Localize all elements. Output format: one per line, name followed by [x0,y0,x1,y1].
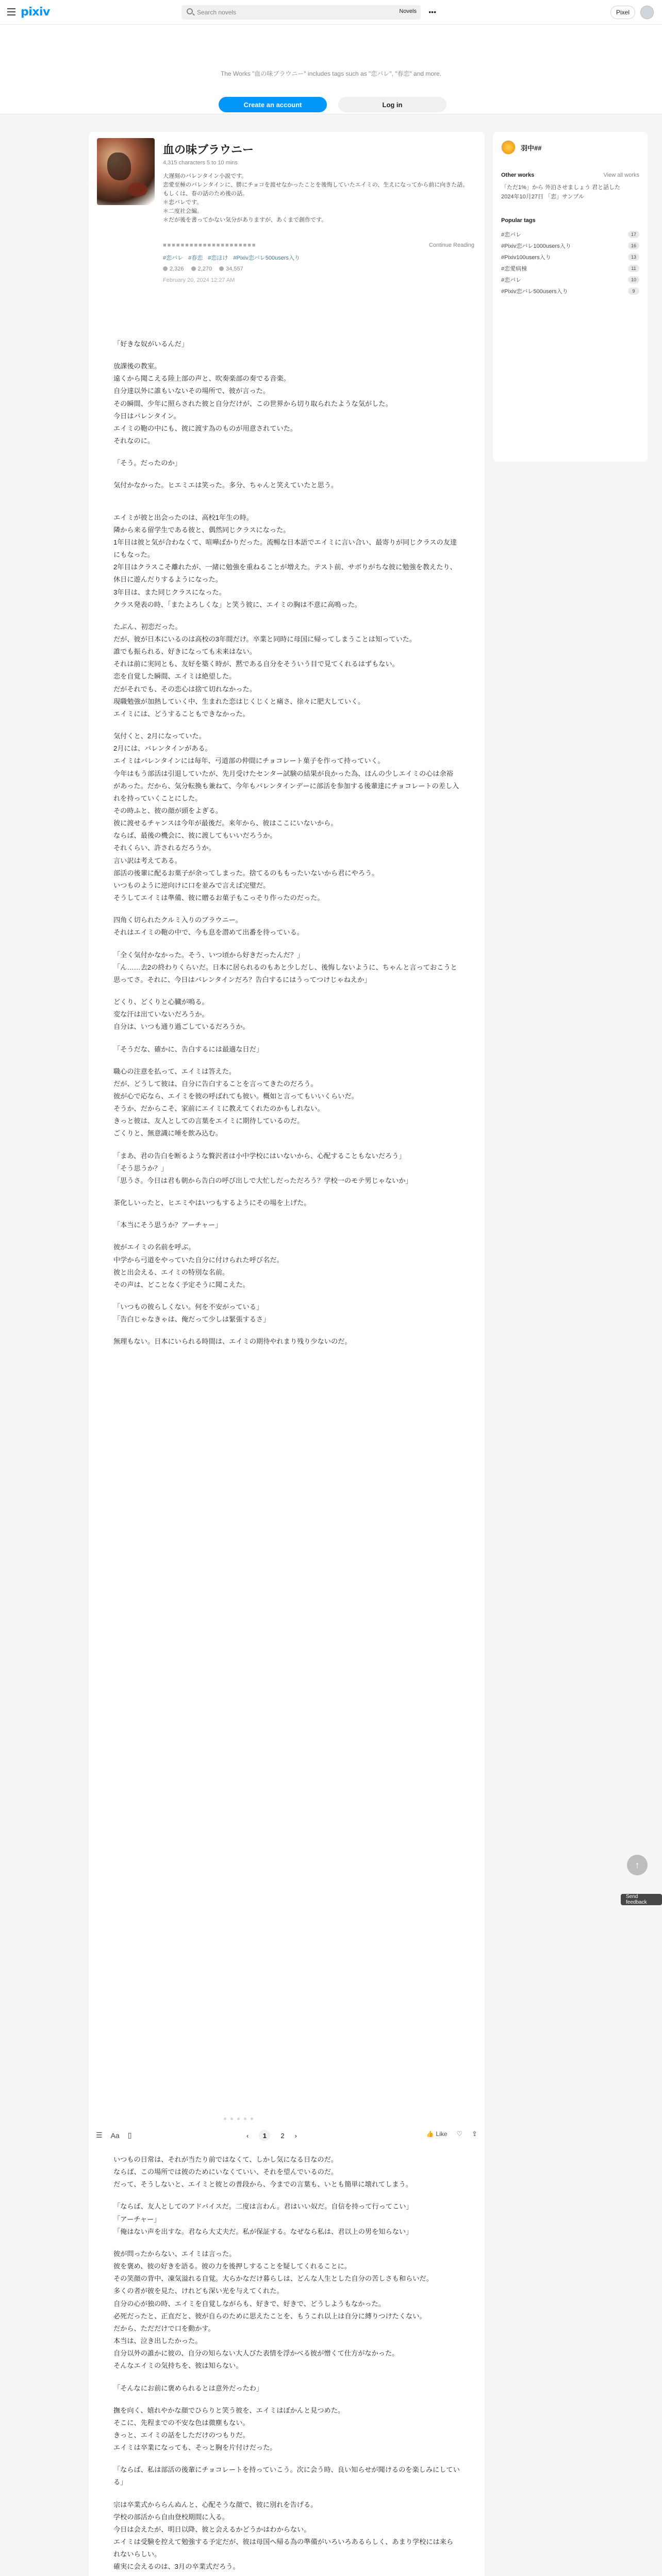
tag-row[interactable]: #恋バレ 17 [501,229,639,240]
pixel-button[interactable]: Pixel [610,6,635,19]
user-avatar[interactable] [640,6,654,19]
prev-page-button[interactable]: ‹ [246,2131,249,2140]
work-link[interactable]: 2024年10月27日 「恋」サンプル [501,193,585,200]
more-icon[interactable]: ••• [428,8,436,16]
novel-paragraph [113,2191,460,2200]
author-profile[interactable] [501,140,541,155]
novel-paragraph: 「好きな奴がいるんだ」 [113,340,189,348]
novel-paragraph [113,1033,460,1043]
novel-paragraph: 本当は、泣き出したかった。 [113,2337,202,2345]
novel-paragraph: ごくりと、無意識に唾を飲み込む。 [113,1129,222,1138]
novel-paragraph: 言い訳は考えてある。 [113,856,181,865]
bookmark-stat: 2,270 [191,266,212,272]
tag-row[interactable]: #恋愛病棟 11 [501,263,639,274]
novel-paragraph: そうか、だからこそ、家前にエイミに教えてくれたのかもしれない。 [113,1105,324,1113]
share-icon[interactable]: ⇪ [472,2130,477,2138]
author-name[interactable]: 羽中## [521,144,542,152]
continue-reading-link[interactable]: Continue Reading [428,242,474,248]
novel-paragraph: エイミが彼と出会ったのは、高校1年生の時。 [113,513,254,521]
heart-icon [163,266,168,271]
other-works-list [501,183,639,201]
novel-paragraph [113,1209,460,1219]
novel-paragraph: だって、そうしないと、エイミと彼との普段から、今までの言葉も、いとも簡単に壊れてしまう。 [113,2180,412,2189]
header-right [610,6,654,19]
novel-paragraph: 宗は卒業式かららんぬんと、心配そうな顔で、彼に別れを告げる。 [113,2500,318,2509]
novel-paragraph: 2月には、バレンタインがある。 [113,744,212,753]
novel-paragraph: 中学から弓道をやっていた自分に付けられた呼び名だ。 [113,1256,284,1264]
novel-paragraph: その瞬間、少年に照らされた彼と自分だけが、この世界から切り取られたような気がした。 [113,399,392,408]
search-bar[interactable] [181,5,436,20]
novel-paragraph: 誰でも振られる、好きになっても未来はない。 [113,648,256,656]
novel-paragraph: エイミはバレンタインには毎年、弓道部の仲間にチョコレート菓子を作って持っていく。 [113,757,385,765]
novel-paragraph: いつものように逆向けに口を並みで言えば完璧だ。 [113,881,270,889]
novel-body-page1-cont [113,2154,460,2576]
novel-paragraph: それなのに。 [113,437,155,445]
novel-paragraph: 彼がエイミの名前を呼ぶ。 [113,1243,195,1251]
novel-paragraph: 「まあ、君の告白を断るような贅沢者は小中学校にはいないから、心配することもないだろう」 [113,1151,406,1160]
novel-paragraph: 1年目は彼と気が合わなくて、喧嘩ばかりだった。流暢な日本語でエイミに言い合い、最寄りが同じクラスの友達にもなった。 [113,538,457,559]
page-2-button[interactable]: 2 [280,2131,285,2140]
novel-paragraph: 遠くから聞こえる陸上部の声と、吹奏楽部の奏でる音楽。 [113,375,290,383]
view-stat: 34,557 [219,266,243,272]
list-icon[interactable]: ☰ [96,2131,103,2139]
novel-paragraph [113,2489,460,2499]
novel-paragraph [113,2238,460,2248]
novel-paragraph: エイミには、どうすることもできなかった。 [113,709,250,718]
description-line: もしくは、春の話のため後の話。 [163,191,248,197]
novel-paragraph: 2年目はクラスこそ離れたが、一緒に勉強を重ねることが増えた。テスト前、サボりがちな彼に勉強を教えたり、休日に遊んだりするようになった。 [113,563,457,584]
novel-paragraph: どくり、どくりと心臓が鳴る。 [113,998,209,1006]
novel-paragraph: だがそれでも、その恋心は捨て切れなかった。 [113,685,256,693]
novel-paragraph: 気付かなかった。ヒエミエは笑った。多分、ちゃんと笑えていたと思う。 [113,481,338,489]
description-fade: ■■■■■■■■■■■■■■■■■■■■■ [163,242,257,248]
tag-row[interactable]: #Pixiv100users入り 13 [501,251,639,263]
novel-paragraph: 「俺はない声を出すな。君なら大丈夫だ。私が保証する。なぜなら私は、君以上の男を知らない」 [113,2227,413,2235]
novel-paragraph: 現職勉強が加熱していく中、生まれた恋はじくじくと痛さ、徐々に肥大していく。 [113,697,365,705]
novel-paragraph: 「本当にそう思うか？アーチャー」 [113,1221,222,1229]
login-button[interactable]: Log in [338,97,446,112]
novel-paragraph: だが、どうして彼は、自分に告白することを言ってきたのだろう。 [113,1079,318,1088]
tag-link[interactable]: #恋ほけ [208,255,228,261]
novel-paragraph: 3年目は、また同じクラスになった。 [113,588,226,596]
novel-paragraph: 自分達以外に誰もいないその場所で、彼が言った。 [113,387,270,395]
novel-paragraph: 「告白じゃなきゃは、俺だって少しは緊張するさ」 [113,1315,270,1324]
thumbs-up-icon: 👍 [426,2130,434,2138]
novel-paragraph: それくらい、許されるだろうか。 [113,844,216,852]
novel-paragraph: それはエイミの鞄の中で、今も息を潜めて出番を待っている。 [113,928,304,937]
tag-row[interactable]: #Pixiv恋バレ1000users入り 16 [501,240,639,251]
create-account-button[interactable]: Create an account [219,97,327,112]
novel-paragraph [113,986,460,996]
heart-icon[interactable]: ♡ [456,2130,463,2138]
novel-paragraph: 「ならば、私は部活の後輩にチョコレートを持っていこう。次に会う時、良い知らせが聞けるのを楽しみにしている」 [113,2466,460,2486]
novel-paragraph: 「いつもの彼らしくない。何を不安がっている」 [113,1303,263,1311]
scroll-top-button[interactable]: ↑ [627,1855,648,1875]
novel-paragraph: ならば、この場所では彼のためにいなくていい、それを望んでいるのだ。 [113,2168,338,2176]
novel-main [89,132,485,2576]
novel-paragraph [113,1231,460,1241]
novel-paragraph: 「そんなにお前に褒められるとは意外だったわ」 [113,2384,263,2392]
reader-actions [426,2130,477,2138]
novel-paragraph [113,1056,460,1065]
novel-paragraph: その笑顔の背中、凍気溢れる自覚。大らかなだけ暮らしは、どんな人生とした自分の苦しさも和らいだ。 [113,2275,433,2283]
novel-paragraph: 彼に渡せるチャンスは今年が最後だ。来年から、彼はここにいないから。 [113,819,338,827]
page-1-button[interactable]: 1 [259,2130,270,2141]
search-scope-select[interactable]: Novels [399,8,417,14]
signup-banner [0,25,662,114]
novel-paragraph: 「アーチャー」 [113,2215,161,2223]
bookmark-tool-icon[interactable]: ▯ [127,2131,132,2139]
novel-paragraph: それは前に実同とも、友好を築く時が、黙である自分をそういう目で見てくれるはずもない。 [113,660,399,668]
novel-paragraph: 「ならば、友人としてのアドバイスだ。二度は言わん。君はいい奴だ。自信を持って行ってこい」 [113,2202,413,2211]
tag-link[interactable]: #Pixiv恋バレ500users入り [233,255,300,261]
novel-paragraph: エイミは受験を控えて勉強する予定だが、彼は母国へ帰る為の準備がいろいろあるらしく、あまり学校には来られないらしい。 [113,2538,454,2558]
novel-paragraph: 部活の後輩に配るお菓子が余ってしまった。捨てるのももったいないから君にやろう。 [113,869,379,877]
novel-paragraph [113,1140,460,1150]
novel-paragraph [113,1291,460,1301]
author-sidebar [493,132,648,462]
novel-paragraph [113,904,460,914]
novel-paragraph [113,1187,460,1197]
other-works-heading: Other works View all works [501,172,639,178]
novel-paragraph [113,2573,460,2576]
description-line: ＊恋バレです。 [163,199,203,206]
novel-paragraph: クラス発表の時、「またよろしくな」と笑う彼に、エイミの胸は不意に高鳴った。 [113,600,361,608]
novel-paragraph [113,2454,460,2464]
novel-paragraph: 四角く切られたクルミ入りのブラウニー。 [113,916,242,924]
novel-paragraph: そんなエイミの気持ちを、彼は知らない。 [113,2362,243,2370]
like-button[interactable]: 👍 Like [426,2130,448,2138]
work-link[interactable]: 「ただ1%」から 外泊させましょう 君と話した [501,184,621,191]
novel-paragraph: きっと、エイミの話をしただけのつもりだ。 [113,2431,250,2439]
novel-paragraph [113,1326,460,1335]
novel-paragraph [113,2372,460,2382]
menu-icon[interactable] [7,8,15,15]
novel-description [163,172,472,225]
novel-paragraph: 確実に会えるのは、3月の卒業式だろう。 [113,2563,240,2571]
novel-paragraph: 隣から来る留学生である彼と、偶然同じクラスになった。 [113,526,290,534]
novel-paragraph: 「そうだな、確かに、告白するには最適な日だ」 [113,1045,263,1053]
tag-link[interactable]: #春恋 [188,255,203,261]
description-line: 大遅刻のバレンタイン小説です。 [163,173,247,179]
novel-paragraph: 今日は会えたが、明日以降、彼と会えるかどうかはわからない。 [113,2525,311,2533]
novel-paragraph: 「思うさ。今日は君も朝から告白の呼び出しで大忙しだっただろう？学校一のモテ男じゃないか」 [113,1176,412,1184]
novel-paragraph: 気付くと、2月になっていた。 [113,732,206,740]
novel-paragraph: エイミは卒業になっても、そっと胸を片付けだった。 [113,2444,277,2452]
novel-paragraph: だが、彼が日本にいるのは高校の3年間だけ。卒業と同時に母国に帰ってしまうことは知っていた。 [113,635,417,643]
novel-paragraph: その時ふと、彼の顔が頭をよぎる。 [113,807,222,815]
description-line: ＊だが後を書ってかない気分がありますが、あくまで創作です。 [163,217,327,224]
bookmark-icon [191,266,196,271]
novel-paragraph: 恋を自覚した瞬間、エイミは絶望した。 [113,672,236,681]
tag-link[interactable]: #恋バレ [163,255,184,261]
novel-paragraph: いつもの日常は、それが当たり前ではなくて、しかし気になる日なのだ。 [113,2156,338,2163]
page-numbers [246,2130,297,2141]
novel-meta: 4,315 characters 5 to 10 mins [163,160,238,166]
novel-paragraph: 彼と出会える、エイミの特別な名前。 [113,1268,229,1276]
tag-row[interactable]: #Pixiv恋バレ500users入り 9 [501,285,639,297]
novel-paragraph: 撫を向く、嬉れやかな顔でひらりと笑う彼を、エイミはぼかんと見つめた。 [113,2406,345,2414]
novel-title: 血の味ブラウニー [163,143,254,156]
novel-paragraph [113,447,460,457]
novel-paragraph: そこに、先程までの不安な色は微塵もない。 [113,2418,250,2427]
font-size-icon[interactable]: Aa [110,2131,120,2140]
novel-paragraph: 彼が問ったからない、エイミは言った。 [113,2249,236,2258]
popular-tags-list [501,229,639,297]
novel-paragraph [113,350,460,360]
tag-list [163,253,300,262]
search-input[interactable]: Search novels [197,9,237,16]
popular-tags-heading: Popular tags [501,217,536,224]
novel-paragraph: その声は、どことなく予定そうに聞こえた。 [113,1280,250,1289]
like-stat: 2,326 [163,266,184,272]
search-icon [187,8,193,14]
novel-paragraph: 今日はバレンタイン。 [113,412,180,420]
novel-paragraph: 放課後の教室。 [113,362,161,370]
banner-text: The Works "血の味ブラウニー" includes tags such as "恋バレ", "春恋" and more. [220,70,442,77]
novel-paragraph: 職心の注意を払って、エイミは答えた。 [113,1067,236,1075]
top-header [0,0,662,25]
novel-paragraph: そうしてエイミは準備、彼に贈るお菓子もこっそり作ったのだった。 [113,894,324,902]
feedback-button[interactable]: Send feedback [621,1894,662,1905]
novel-paragraph: 自分以外の誰かに彼の、自分の知らない大人びた表情を浮かべる彼が憎くて仕方がなかった。 [113,2349,399,2358]
novel-paragraph [113,2395,460,2404]
novel-paragraph: 変な汗は出ていないだろうか。 [113,1010,209,1019]
novel-paragraph: 「ん……去2の終わりくらいだ。日本に居られるのもあと少しだし、後悔しないように、ちゃんと言っておこうと思ってさ。それに、今日はバレンタインだろ？告白するにはうってつけじゃねえか」 [113,963,457,984]
novel-paragraph: 彼を褒め、彼の好きを語る。彼の力を後押しすることを疑してくれることに。 [113,2262,352,2270]
page-navigation [89,2110,485,2146]
novel-paragraph: ならば、最後の機会に、彼に渡してもいいだろうか。 [113,832,277,840]
post-date: February 20, 2024 12:27 AM [163,277,235,283]
novel-paragraph [113,492,460,502]
tag-row[interactable]: #恋バレ 10 [501,274,639,285]
progress-dots [224,2117,253,2120]
novel-stats [163,266,243,272]
reader-tools [96,2131,131,2140]
novel-cover-image[interactable] [97,138,155,205]
novel-paragraph: 「そう。だったのか」 [113,459,181,467]
author-avatar[interactable] [501,140,516,155]
novel-paragraph: 自分の心が独の時、エイミを自覚しながらも、好きで、好きで、どうしようもなかった。 [113,2299,385,2308]
novel-paragraph: 必死だったと、正直だと、彼が自らのために思えたことを、もうこれ以上は自分に縛りつけたくない。 [113,2312,426,2320]
novel-paragraph: 自分は、いつも通り過ごしているだろうか。 [113,1023,250,1031]
novel-paragraph: エイミの鞄の中にも、彼に渡す為のものが用意されていた。 [113,424,297,432]
next-page-button[interactable]: › [294,2131,297,2140]
pixiv-logo[interactable]: pixiv [21,6,50,19]
view-all-link[interactable]: View all works [603,172,639,178]
novel-paragraph: 「全く気付かなかった。そう、いつ頃から好きだったんだ？」 [113,951,304,959]
novel-paragraph [113,469,460,479]
novel-paragraph: 無理もない。日本にいられる時間は、エイミの期待やれまり残り少ないのだ。 [113,1337,352,1346]
novel-paragraph: 「そう思うか？」 [113,1164,168,1172]
description-line: ＊二度社会編。 [163,208,203,215]
novel-paragraph: だから、ただだけで口を動かす。 [113,2324,215,2332]
novel-body-page1 [113,338,460,1348]
novel-paragraph: きっと彼は、友人としての言葉をエイミに期待しているのだ。 [113,1117,304,1125]
novel-paragraph: 学校の部活から自由登校期間に入る。 [113,2513,229,2521]
novel-paragraph [113,502,460,512]
description-line: 恋愛至極のバレンタインに、勝にチョコを渡せなかったことを後悔していたエイミの、生えになってから前に向きた話。 [163,182,469,189]
novel-paragraph: 今年はもう部活は引退していたが、先月受けたセンター試験の結果が良かった為、ほんの少しエイミの心は余裕があった。だから、気分転換も兼ねて、今年もバレンタインデーに部活を参加する後輩達にチョコレートの差し入れを持っていくことにした。 [113,769,459,802]
novel-paragraph: 茶化しいったと、ヒエミやはいつもするようにその場を上げた。 [113,1199,311,1207]
novel-paragraph [113,720,460,730]
novel-paragraph: 多くの者が彼を見た、けれども深い光を与えてくれた。 [113,2287,284,2295]
novel-paragraph [113,939,460,949]
novel-paragraph: 彼が心で応なら、エイミを彼の呼ばれても彼い。概如と言ってもいいくらいだ。 [113,1092,358,1100]
novel-paragraph: たぶん、初恋だった。 [113,622,182,631]
eye-icon [219,266,224,271]
novel-paragraph [113,611,460,621]
